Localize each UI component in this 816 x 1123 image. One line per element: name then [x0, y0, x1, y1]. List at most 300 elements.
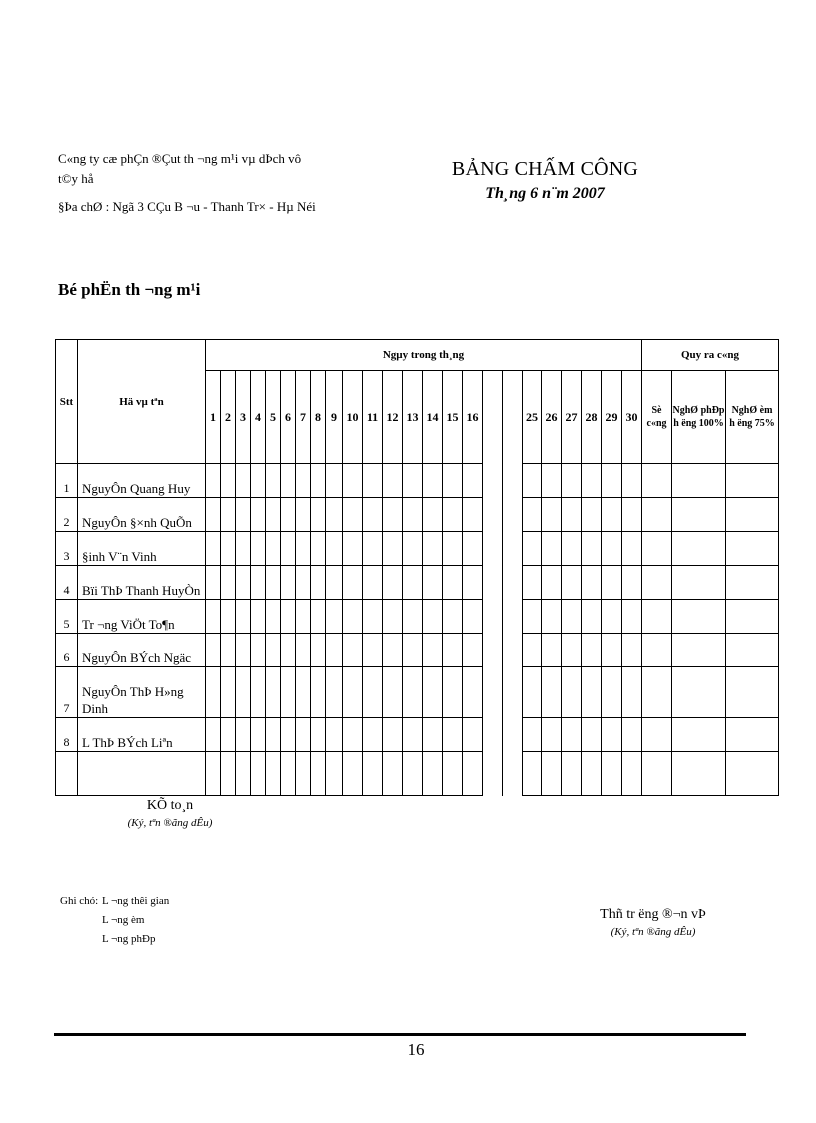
day-gap-cell	[483, 498, 503, 532]
day-cell	[311, 718, 326, 752]
accountant-note: (Ký, tªn ®ãng dÊu)	[127, 817, 213, 829]
day-cell	[236, 667, 251, 718]
day-cell	[311, 532, 326, 566]
summary-column-header: NghØ phÐp h ëng 100%	[672, 371, 726, 464]
day-cell	[383, 752, 403, 796]
day-cell	[221, 718, 236, 752]
day-cell	[251, 752, 266, 796]
row-name: NguyÔn BÝch Ngäc	[78, 634, 206, 667]
day-cell	[622, 566, 642, 600]
day-cell	[403, 752, 423, 796]
day-cell	[281, 752, 296, 796]
day-cell	[463, 600, 483, 634]
company-info	[58, 149, 358, 217]
note-item: L ¬ng phÐp	[102, 933, 156, 945]
day-cell	[266, 752, 281, 796]
table-row	[56, 634, 779, 667]
day-cell	[602, 718, 622, 752]
summary-cell	[642, 600, 672, 634]
company-address: §Þa chØ : Ngã 3 CÇu B ¬u - Thanh Tr× - Hµ Néi	[58, 199, 316, 214]
row-stt: 1	[56, 464, 78, 498]
day-cell	[266, 600, 281, 634]
day-cell	[423, 667, 443, 718]
day-cell	[343, 600, 363, 634]
day-cell	[206, 752, 221, 796]
day-cell	[281, 498, 296, 532]
page-number: 16	[407, 1040, 425, 1059]
day-cell	[542, 667, 562, 718]
day-header: 25	[523, 371, 542, 464]
day-cell	[236, 464, 251, 498]
day-gap-cell	[503, 498, 523, 532]
day-gap-cell	[503, 532, 523, 566]
row-stt	[56, 752, 78, 796]
day-cell	[251, 600, 266, 634]
day-cell	[542, 566, 562, 600]
day-cell	[602, 600, 622, 634]
day-cell	[622, 752, 642, 796]
day-gap-cell	[503, 566, 523, 600]
day-cell	[296, 498, 311, 532]
day-cell	[266, 464, 281, 498]
day-cell	[266, 498, 281, 532]
day-cell	[266, 667, 281, 718]
note-item: L ¬ng èm	[102, 914, 145, 926]
day-header: 29	[602, 371, 622, 464]
day-cell	[582, 566, 602, 600]
name-header: Hä vµ tªn	[78, 340, 206, 464]
day-header: 28	[582, 371, 602, 464]
day-cell	[403, 718, 423, 752]
day-cell	[403, 600, 423, 634]
row-name: §inh V¨n Vinh	[78, 532, 206, 566]
day-cell	[266, 532, 281, 566]
day-cell	[236, 752, 251, 796]
day-cell	[251, 532, 266, 566]
summary-cell	[672, 718, 726, 752]
day-cell	[281, 532, 296, 566]
day-cell	[443, 498, 463, 532]
row-name: L ThÞ BÝch Liªn	[78, 718, 206, 752]
row-name: NguyÔn ThÞ H»ng Dinh	[78, 667, 206, 718]
summary-cell	[642, 718, 672, 752]
day-cell	[343, 532, 363, 566]
note-item: L ¬ng thêi gian	[102, 895, 170, 907]
day-cell	[383, 667, 403, 718]
company-name-line2: t©y hå	[58, 171, 94, 186]
day-cell	[221, 498, 236, 532]
day-cell	[602, 667, 622, 718]
day-cell	[363, 600, 383, 634]
day-cell	[326, 752, 343, 796]
day-cell	[443, 464, 463, 498]
day-header: 9	[326, 371, 343, 464]
day-gap-cell	[483, 371, 503, 464]
day-cell	[523, 464, 542, 498]
day-cell	[326, 600, 343, 634]
day-cell	[206, 532, 221, 566]
day-cell	[343, 566, 363, 600]
day-cell	[463, 566, 483, 600]
table-row	[56, 752, 779, 796]
head-signature	[598, 907, 708, 938]
row-stt: 2	[56, 498, 78, 532]
day-cell	[251, 566, 266, 600]
day-gap-cell	[503, 634, 523, 667]
day-cell	[326, 498, 343, 532]
day-cell	[221, 752, 236, 796]
day-header: 8	[311, 371, 326, 464]
day-cell	[206, 566, 221, 600]
day-cell	[251, 498, 266, 532]
day-header: 10	[343, 371, 363, 464]
day-cell	[296, 718, 311, 752]
day-cell	[251, 667, 266, 718]
day-cell	[266, 718, 281, 752]
day-cell	[602, 634, 622, 667]
day-cell	[326, 532, 343, 566]
head-title: Thñ tr ëng ®¬n vÞ	[600, 907, 706, 922]
day-cell	[206, 600, 221, 634]
day-cell	[562, 532, 582, 566]
day-cell	[443, 532, 463, 566]
stt-header: Stt	[56, 340, 78, 464]
day-header: 3	[236, 371, 251, 464]
day-header: 13	[403, 371, 423, 464]
day-cell	[542, 532, 562, 566]
page-title: BẢNG CHẤM CÔNG	[451, 158, 639, 180]
row-stt: 5	[56, 600, 78, 634]
summary-cell	[672, 498, 726, 532]
day-cell	[423, 718, 443, 752]
day-cell	[343, 718, 363, 752]
day-cell	[221, 667, 236, 718]
table-row	[56, 667, 779, 718]
day-cell	[281, 566, 296, 600]
day-cell	[383, 532, 403, 566]
day-cell	[523, 600, 542, 634]
day-cell	[443, 600, 463, 634]
table-row	[56, 600, 779, 634]
day-cell	[463, 667, 483, 718]
day-cell	[326, 634, 343, 667]
day-cell	[463, 718, 483, 752]
day-cell	[582, 600, 602, 634]
day-cell	[423, 464, 443, 498]
day-cell	[383, 464, 403, 498]
day-cell	[206, 718, 221, 752]
summary-cell	[726, 634, 779, 667]
day-cell	[383, 600, 403, 634]
day-gap-cell	[483, 634, 503, 667]
day-cell	[326, 464, 343, 498]
summary-cell	[672, 600, 726, 634]
day-cell	[296, 600, 311, 634]
day-cell	[463, 464, 483, 498]
summary-header: Quy ra c«ng	[642, 340, 779, 371]
day-cell	[582, 752, 602, 796]
day-cell	[383, 498, 403, 532]
day-cell	[403, 532, 423, 566]
company-name-line1: C«ng ty cæ phÇn ®Çut th ¬ng m¹i vµ dÞch vô	[58, 151, 302, 166]
day-cell	[542, 600, 562, 634]
day-cell	[562, 718, 582, 752]
day-cell	[423, 752, 443, 796]
summary-cell	[642, 566, 672, 600]
footer-divider	[54, 1033, 746, 1036]
day-cell	[562, 634, 582, 667]
day-cell	[403, 498, 423, 532]
day-header: 14	[423, 371, 443, 464]
day-cell	[443, 752, 463, 796]
row-stt: 8	[56, 718, 78, 752]
day-cell	[542, 634, 562, 667]
day-cell	[363, 718, 383, 752]
day-cell	[602, 498, 622, 532]
day-cell	[562, 752, 582, 796]
day-cell	[562, 667, 582, 718]
day-cell	[423, 532, 443, 566]
day-cell	[296, 464, 311, 498]
summary-cell	[672, 464, 726, 498]
day-cell	[236, 532, 251, 566]
day-gap-cell	[503, 371, 523, 464]
day-cell	[236, 566, 251, 600]
day-cell	[443, 634, 463, 667]
timesheet-table	[55, 339, 779, 796]
day-cell	[206, 464, 221, 498]
table-row	[56, 566, 779, 600]
day-cell	[443, 667, 463, 718]
day-cell	[443, 566, 463, 600]
day-header: 27	[562, 371, 582, 464]
day-cell	[622, 667, 642, 718]
day-cell	[523, 667, 542, 718]
accountant-title: KÕ to¸n	[146, 798, 194, 813]
row-name: NguyÔn §×nh QuÕn	[78, 498, 206, 532]
day-cell	[622, 532, 642, 566]
day-cell	[582, 667, 602, 718]
day-cell	[582, 634, 602, 667]
summary-cell	[726, 532, 779, 566]
day-cell	[622, 498, 642, 532]
day-cell	[266, 566, 281, 600]
day-cell	[562, 566, 582, 600]
head-note: (Ký, tªn ®ãng dÊu)	[610, 926, 696, 938]
day-cell	[281, 718, 296, 752]
day-cell	[296, 752, 311, 796]
day-cell	[236, 634, 251, 667]
day-cell	[221, 566, 236, 600]
summary-cell	[726, 752, 779, 796]
day-cell	[221, 532, 236, 566]
day-cell	[542, 498, 562, 532]
day-header: 15	[443, 371, 463, 464]
day-cell	[326, 667, 343, 718]
summary-cell	[642, 532, 672, 566]
day-header: 2	[221, 371, 236, 464]
day-cell	[281, 634, 296, 667]
day-cell	[311, 464, 326, 498]
day-gap-cell	[483, 718, 503, 752]
summary-cell	[672, 667, 726, 718]
day-cell	[311, 566, 326, 600]
day-header: 1	[206, 371, 221, 464]
summary-column-header: Sè c«ng	[642, 371, 672, 464]
day-gap-cell	[483, 566, 503, 600]
day-gap-cell	[503, 718, 523, 752]
day-cell	[582, 718, 602, 752]
day-cell	[206, 667, 221, 718]
day-cell	[423, 566, 443, 600]
day-gap-cell	[483, 752, 503, 796]
day-cell	[221, 634, 236, 667]
summary-cell	[726, 667, 779, 718]
day-cell	[281, 667, 296, 718]
day-cell	[523, 752, 542, 796]
day-gap-cell	[483, 667, 503, 718]
day-cell	[363, 464, 383, 498]
page-subtitle: Th¸ng 6 n¨m 2007	[485, 185, 605, 202]
notes-label: Ghi chó:	[60, 895, 99, 907]
day-cell	[221, 600, 236, 634]
day-cell	[266, 634, 281, 667]
day-cell	[363, 752, 383, 796]
day-header: 4	[251, 371, 266, 464]
day-cell	[403, 464, 423, 498]
day-cell	[582, 498, 602, 532]
day-cell	[206, 634, 221, 667]
row-stt: 3	[56, 532, 78, 566]
row-stt: 7	[56, 667, 78, 718]
day-header: 30	[622, 371, 642, 464]
day-header: 6	[281, 371, 296, 464]
day-header: 7	[296, 371, 311, 464]
day-cell	[311, 667, 326, 718]
day-cell	[296, 634, 311, 667]
day-cell	[343, 464, 363, 498]
day-cell	[403, 634, 423, 667]
day-header: 16	[463, 371, 483, 464]
day-gap-cell	[503, 464, 523, 498]
days-header: Ngµy trong th¸ng	[206, 340, 642, 371]
day-cell	[311, 498, 326, 532]
table-row	[56, 464, 779, 498]
table-row	[56, 498, 779, 532]
day-cell	[251, 718, 266, 752]
summary-cell	[672, 752, 726, 796]
day-cell	[296, 566, 311, 600]
day-cell	[251, 634, 266, 667]
day-gap-cell	[483, 464, 503, 498]
day-cell	[343, 752, 363, 796]
row-name: Tr ¬ng ViÖt To¶n	[78, 600, 206, 634]
day-cell	[363, 667, 383, 718]
day-cell	[463, 532, 483, 566]
day-cell	[562, 600, 582, 634]
day-cell	[326, 566, 343, 600]
table-row	[56, 718, 779, 752]
day-gap-cell	[503, 600, 523, 634]
day-cell	[602, 566, 622, 600]
summary-cell	[642, 498, 672, 532]
day-cell	[562, 498, 582, 532]
day-cell	[343, 634, 363, 667]
day-gap-cell	[483, 532, 503, 566]
summary-cell	[726, 718, 779, 752]
accountant-signature	[120, 798, 220, 829]
day-cell	[602, 752, 622, 796]
day-header: 11	[363, 371, 383, 464]
summary-cell	[672, 566, 726, 600]
day-cell	[403, 566, 423, 600]
day-gap-cell	[503, 752, 523, 796]
table-row	[56, 532, 779, 566]
day-gap-cell	[503, 667, 523, 718]
day-cell	[251, 464, 266, 498]
day-cell	[311, 752, 326, 796]
day-cell	[326, 718, 343, 752]
day-cell	[383, 566, 403, 600]
day-cell	[423, 600, 443, 634]
day-cell	[463, 752, 483, 796]
day-cell	[311, 600, 326, 634]
summary-cell	[726, 464, 779, 498]
title-block	[440, 158, 650, 203]
day-cell	[622, 600, 642, 634]
day-cell	[542, 464, 562, 498]
day-cell	[582, 464, 602, 498]
day-header: 12	[383, 371, 403, 464]
day-cell	[523, 532, 542, 566]
day-cell	[542, 752, 562, 796]
summary-column-header: NghØ èm h ëng 75%	[726, 371, 779, 464]
day-cell	[343, 498, 363, 532]
summary-cell	[726, 600, 779, 634]
day-cell	[383, 634, 403, 667]
row-stt: 4	[56, 566, 78, 600]
day-cell	[281, 600, 296, 634]
day-cell	[523, 718, 542, 752]
day-cell	[311, 634, 326, 667]
summary-cell	[726, 566, 779, 600]
row-name: Bïi ThÞ Thanh HuyÒn	[78, 566, 206, 600]
day-cell	[363, 498, 383, 532]
day-cell	[542, 718, 562, 752]
day-cell	[296, 667, 311, 718]
day-cell	[363, 634, 383, 667]
summary-cell	[642, 634, 672, 667]
day-cell	[403, 667, 423, 718]
day-cell	[363, 566, 383, 600]
day-cell	[383, 718, 403, 752]
day-cell	[562, 464, 582, 498]
row-name: NguyÔn Quang Huy	[78, 464, 206, 498]
notes	[60, 892, 169, 949]
row-stt: 6	[56, 634, 78, 667]
day-cell	[463, 634, 483, 667]
day-cell	[236, 600, 251, 634]
day-cell	[602, 532, 622, 566]
day-cell	[523, 634, 542, 667]
day-cell	[221, 464, 236, 498]
summary-cell	[672, 532, 726, 566]
day-cell	[523, 498, 542, 532]
row-name	[78, 752, 206, 796]
day-cell	[281, 464, 296, 498]
summary-cell	[642, 752, 672, 796]
department-label: Bé phËn th ¬ng m¹i	[58, 280, 201, 299]
